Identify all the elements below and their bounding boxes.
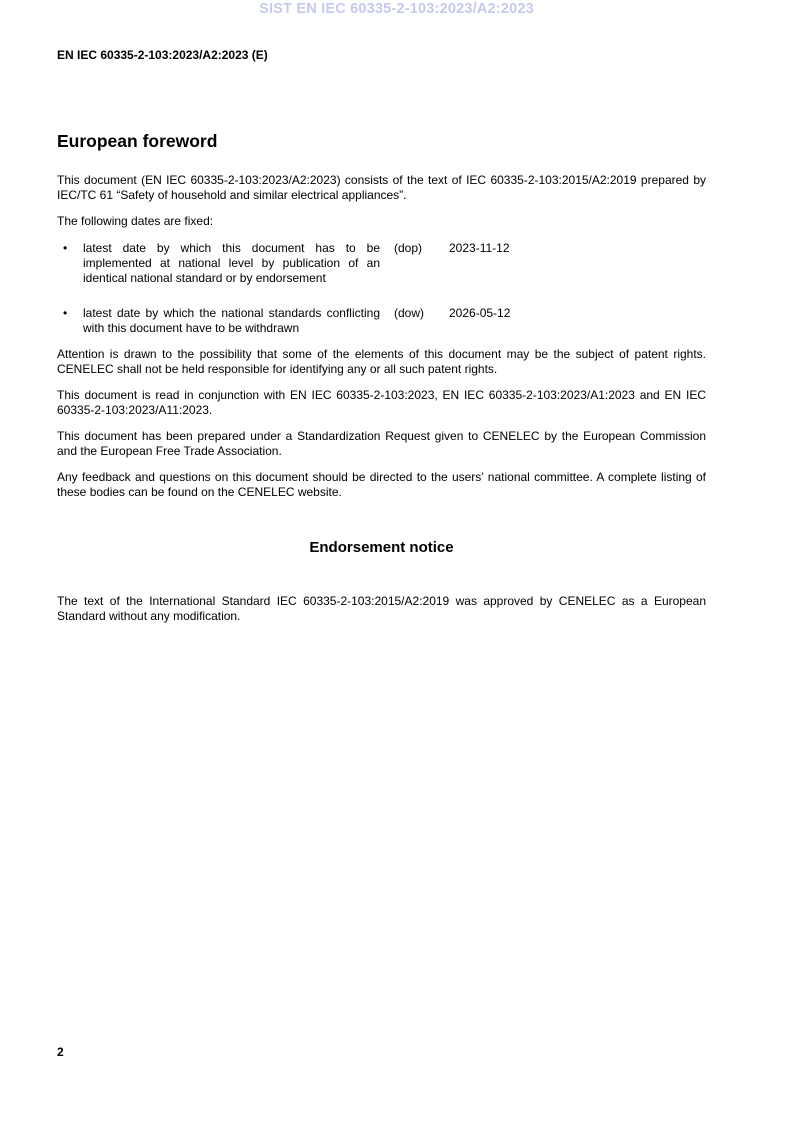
standardization-paragraph: This document has been prepared under a Standardization Request given to CENELEC by the European Commission and the European Free Trade Association. <box>57 429 706 458</box>
date-value: 2026-05-12 <box>449 306 511 320</box>
bullet: • <box>63 241 68 255</box>
dates-intro: The following dates are fixed: <box>57 214 214 228</box>
page-content <box>57 130 706 635</box>
page-number: 2 <box>57 1045 64 1059</box>
date-abbr: (dow) <box>394 306 425 320</box>
endorsement-title: Endorsement notice <box>309 539 454 556</box>
date-item-dow <box>57 306 706 336</box>
bullet: • <box>63 306 68 320</box>
endorsement-text: The text of the International Standard IEC 60335-2-103:2015/A2:2019 was approved by CENELEC as a European Standard without any modification. <box>57 594 706 623</box>
date-description: latest date by which this document has to be implemented at national level by publication of an identical national standard or by endorsement <box>83 241 380 285</box>
date-item-dop <box>57 241 706 286</box>
patent-paragraph: Attention is drawn to the possibility that some of the elements of this document may be the subject of patent rights. CENELEC shall not be held responsible for identifying any or all such patent rights. <box>57 347 706 376</box>
feedback-paragraph: Any feedback and questions on this document should be directed to the users’ national committee. A complete listing of these bodies can be found on the CENELEC website. <box>57 470 706 499</box>
date-value: 2023-11-12 <box>449 241 510 255</box>
conjunction-paragraph: This document is read in conjunction with EN IEC 60335-2-103:2023, EN IEC 60335-2-103:2023/A1:2023 and EN IEC 60335-2-103:2023/A11:2023. <box>57 388 706 417</box>
date-abbr: (dop) <box>394 241 423 255</box>
dates-list <box>57 241 706 336</box>
running-head: EN IEC 60335-2-103:2023/A2:2023 (E) <box>57 48 268 62</box>
date-description: latest date by which the national standards conflicting with this document have to be withdrawn <box>83 306 380 335</box>
watermark: SIST EN IEC 60335-2-103:2023/A2:2023 <box>259 1 534 17</box>
foreword-title: European foreword <box>57 131 218 151</box>
foreword-intro: This document (EN IEC 60335-2-103:2023/A2:2023) consists of the text of IEC 60335-2-103:2015/A2:2019 prepared by IEC/TC 61 “Safety of household and similar electrical appliances”. <box>57 173 706 202</box>
